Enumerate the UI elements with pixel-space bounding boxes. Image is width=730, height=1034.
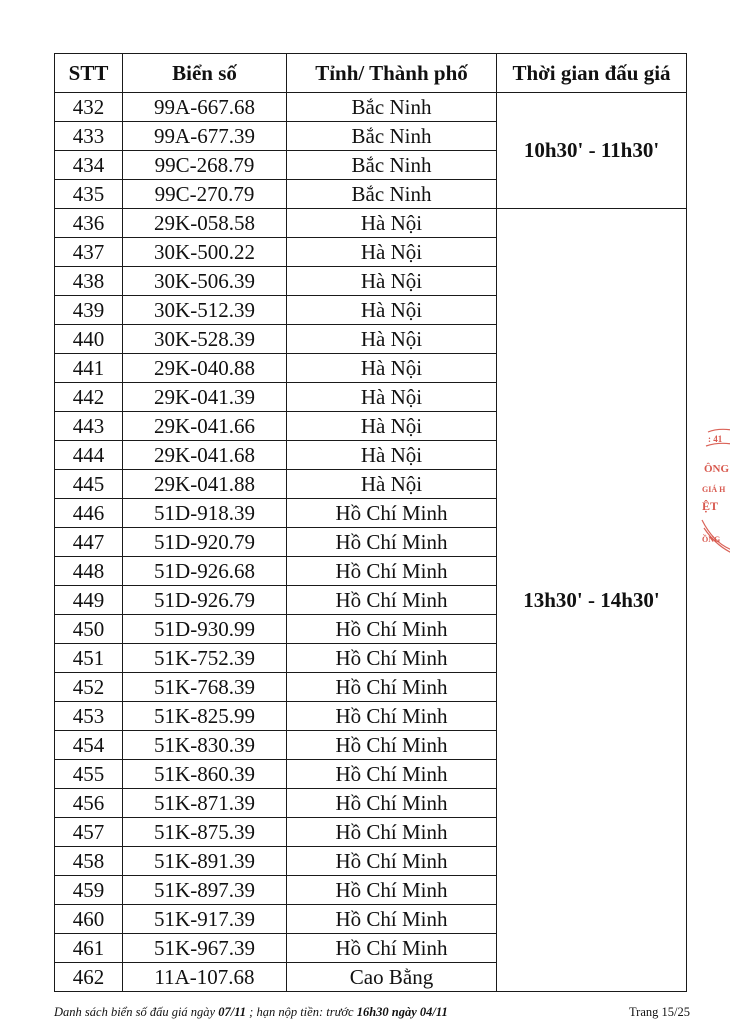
cell-plate-number: 51D-920.79 bbox=[123, 528, 287, 557]
cell-province: Hồ Chí Minh bbox=[287, 644, 497, 673]
cell-plate-number: 51K-871.39 bbox=[123, 789, 287, 818]
cell-plate-number: 29K-041.66 bbox=[123, 412, 287, 441]
page-footer bbox=[54, 1005, 690, 1023]
cell-province: Hồ Chí Minh bbox=[287, 528, 497, 557]
cell-plate-number: 51D-926.79 bbox=[123, 586, 287, 615]
cell-province: Hà Nội bbox=[287, 238, 497, 267]
cell-stt: 459 bbox=[55, 876, 123, 905]
cell-province: Hồ Chí Minh bbox=[287, 586, 497, 615]
cell-plate-number: 30K-506.39 bbox=[123, 267, 287, 296]
cell-province: Hồ Chí Minh bbox=[287, 499, 497, 528]
cell-stt: 454 bbox=[55, 731, 123, 760]
cell-province: Hồ Chí Minh bbox=[287, 557, 497, 586]
cell-plate-number: 51K-860.39 bbox=[123, 760, 287, 789]
cell-stt: 436 bbox=[55, 209, 123, 238]
table-row bbox=[55, 209, 687, 238]
cell-stt: 450 bbox=[55, 615, 123, 644]
cell-province: Hà Nội bbox=[287, 441, 497, 470]
cell-stt: 451 bbox=[55, 644, 123, 673]
cell-plate-number: 29K-041.39 bbox=[123, 383, 287, 412]
cell-plate-number: 30K-512.39 bbox=[123, 296, 287, 325]
cell-province: Hồ Chí Minh bbox=[287, 615, 497, 644]
cell-stt: 434 bbox=[55, 151, 123, 180]
cell-stt: 452 bbox=[55, 673, 123, 702]
cell-province: Hà Nội bbox=[287, 325, 497, 354]
cell-plate-number: 51K-891.39 bbox=[123, 847, 287, 876]
cell-stt: 440 bbox=[55, 325, 123, 354]
cell-province: Hồ Chí Minh bbox=[287, 818, 497, 847]
header-province: Tỉnh/ Thành phố bbox=[287, 54, 497, 93]
cell-plate-number: 51D-930.99 bbox=[123, 615, 287, 644]
cell-plate-number: 29K-041.68 bbox=[123, 441, 287, 470]
page-number: Trang 15/25 bbox=[628, 1005, 690, 1019]
cell-province: Hồ Chí Minh bbox=[287, 847, 497, 876]
header-auction-time: Thời gian đấu giá bbox=[497, 54, 687, 93]
cell-stt: 442 bbox=[55, 383, 123, 412]
cell-province: Hà Nội bbox=[287, 209, 497, 238]
cell-stt: 447 bbox=[55, 528, 123, 557]
cell-stt: 446 bbox=[55, 499, 123, 528]
cell-auction-time: 10h30' - 11h30' bbox=[497, 93, 687, 209]
cell-stt: 435 bbox=[55, 180, 123, 209]
cell-province: Hồ Chí Minh bbox=[287, 876, 497, 905]
footer-note-middle: ; hạn nộp tiền: trước bbox=[246, 1005, 357, 1019]
header-stt: STT bbox=[55, 54, 123, 93]
cell-stt: 449 bbox=[55, 586, 123, 615]
cell-province: Hà Nội bbox=[287, 267, 497, 296]
cell-province: Hà Nội bbox=[287, 354, 497, 383]
cell-plate-number: 51D-926.68 bbox=[123, 557, 287, 586]
cell-plate-number: 51K-875.39 bbox=[123, 818, 287, 847]
cell-stt: 438 bbox=[55, 267, 123, 296]
cell-stt: 443 bbox=[55, 412, 123, 441]
footer-note-prefix: Danh sách biển số đấu giá ngày bbox=[54, 1005, 219, 1019]
cell-plate-number: 99C-270.79 bbox=[123, 180, 287, 209]
cell-province: Hà Nội bbox=[287, 296, 497, 325]
cell-stt: 460 bbox=[55, 905, 123, 934]
cell-plate-number: 30K-528.39 bbox=[123, 325, 287, 354]
cell-plate-number: 51K-967.39 bbox=[123, 934, 287, 963]
svg-text:ÔNG: ÔNG bbox=[704, 463, 730, 475]
cell-province: Hồ Chí Minh bbox=[287, 702, 497, 731]
table-body bbox=[55, 93, 687, 992]
cell-stt: 458 bbox=[55, 847, 123, 876]
cell-stt: 448 bbox=[55, 557, 123, 586]
red-seal-stamp bbox=[700, 420, 730, 570]
seal-icon bbox=[700, 420, 730, 570]
cell-stt: 461 bbox=[55, 934, 123, 963]
cell-stt: 445 bbox=[55, 470, 123, 499]
cell-stt: 462 bbox=[55, 963, 123, 992]
cell-province: Hồ Chí Minh bbox=[287, 789, 497, 818]
cell-plate-number: 29K-058.58 bbox=[123, 209, 287, 238]
cell-province: Bắc Ninh bbox=[287, 93, 497, 122]
cell-province: Hà Nội bbox=[287, 470, 497, 499]
header-row bbox=[55, 54, 687, 93]
cell-stt: 439 bbox=[55, 296, 123, 325]
cell-province: Bắc Ninh bbox=[287, 151, 497, 180]
cell-stt: 444 bbox=[55, 441, 123, 470]
cell-province: Bắc Ninh bbox=[287, 122, 497, 151]
cell-plate-number: 51D-918.39 bbox=[123, 499, 287, 528]
svg-text:GIÁ H: GIÁ H bbox=[702, 485, 726, 494]
cell-plate-number: 11A-107.68 bbox=[123, 963, 287, 992]
cell-province: Hồ Chí Minh bbox=[287, 905, 497, 934]
cell-province: Cao Bằng bbox=[287, 963, 497, 992]
cell-stt: 456 bbox=[55, 789, 123, 818]
cell-stt: 455 bbox=[55, 760, 123, 789]
table-header bbox=[55, 54, 687, 93]
svg-text:: 41: : 41 bbox=[708, 434, 723, 444]
cell-stt: 441 bbox=[55, 354, 123, 383]
cell-plate-number: 51K-825.99 bbox=[123, 702, 287, 731]
cell-stt: 433 bbox=[55, 122, 123, 151]
cell-plate-number: 99A-677.39 bbox=[123, 122, 287, 151]
cell-province: Hồ Chí Minh bbox=[287, 760, 497, 789]
cell-stt: 432 bbox=[55, 93, 123, 122]
cell-auction-time: 13h30' - 14h30' bbox=[497, 209, 687, 992]
cell-plate-number: 99A-667.68 bbox=[123, 93, 287, 122]
cell-stt: 453 bbox=[55, 702, 123, 731]
svg-text:ỆT: ỆT bbox=[702, 499, 719, 513]
cell-province: Hà Nội bbox=[287, 412, 497, 441]
cell-plate-number: 29K-040.88 bbox=[123, 354, 287, 383]
cell-province: Hồ Chí Minh bbox=[287, 731, 497, 760]
header-plate-number: Biển số bbox=[123, 54, 287, 93]
footer-payment-deadline: 16h30 ngày 04/11 bbox=[356, 1005, 448, 1019]
cell-stt: 437 bbox=[55, 238, 123, 267]
cell-province: Hồ Chí Minh bbox=[287, 673, 497, 702]
cell-stt: 457 bbox=[55, 818, 123, 847]
cell-plate-number: 99C-268.79 bbox=[123, 151, 287, 180]
table-row bbox=[55, 93, 687, 122]
svg-text:ỒNG: ỒNG bbox=[702, 535, 721, 544]
cell-plate-number: 51K-752.39 bbox=[123, 644, 287, 673]
cell-plate-number: 29K-041.88 bbox=[123, 470, 287, 499]
auction-schedule-table bbox=[54, 53, 687, 992]
cell-province: Hà Nội bbox=[287, 383, 497, 412]
cell-plate-number: 30K-500.22 bbox=[123, 238, 287, 267]
cell-plate-number: 51K-917.39 bbox=[123, 905, 287, 934]
footer-auction-date: 07/11 bbox=[218, 1005, 247, 1019]
cell-province: Bắc Ninh bbox=[287, 180, 497, 209]
cell-plate-number: 51K-830.39 bbox=[123, 731, 287, 760]
cell-plate-number: 51K-897.39 bbox=[123, 876, 287, 905]
cell-plate-number: 51K-768.39 bbox=[123, 673, 287, 702]
footer-note bbox=[54, 1005, 448, 1020]
cell-province: Hồ Chí Minh bbox=[287, 934, 497, 963]
